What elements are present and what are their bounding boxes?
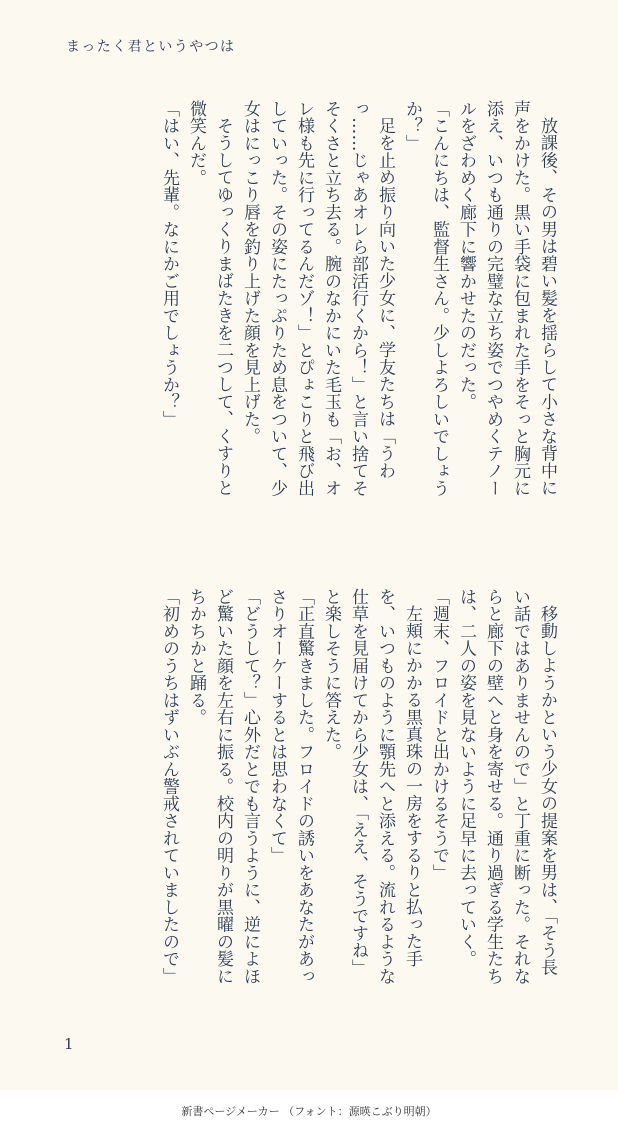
paragraph: 足を止め振り向いた少女に、学友たちは「うわっ……じゃあオレら部活行くから！」と言い捨てそそくさと立ち去る。腕のなかにいた毛玉も「お、オレ様も先に行ってるんだゾ！」とぴょこりと飛び出していった。その姿にたっぷりため息をついて、少女はにっこり唇を釣り上げた顔を見上げた。: [240, 100, 395, 497]
paragraph: そうしてゆっくりまばたきを二つして、くすりと微笑んだ。: [186, 100, 233, 497]
paragraph: 「初めのうちはずいぶん警戒されていましたので」: [159, 588, 179, 985]
lower-text-block: [60, 588, 560, 988]
paragraph: 放課後、その男は碧い髪を揺らして小さな背中に声をかけた。黒い手袋に包まれた手をそっと胸元に添え、いつも通りの完璧な立ち姿でつやめくテノールをざわめく廊下に響かせたのだった。: [456, 100, 557, 497]
paragraph: 移動しようかという少女の提案を男は、「そう長い話ではありませんので」と丁重に断った。それならと廊下の壁へと身を寄せる。通り過ぎる学生たちは、二人の姿を見ないように足早に去っていく。: [456, 588, 557, 985]
page-number: 1: [64, 1035, 74, 1053]
paragraph: 「こんにちは、監督生さん。少しよろしいでしょうか？」: [402, 100, 449, 497]
running-title: まったく君というやつは: [66, 39, 236, 55]
paragraph: 「はい、先輩。なにかご用でしょうか？」: [159, 100, 179, 428]
paragraph: 「週末、フロイドと出かけるそうで」: [429, 588, 449, 882]
paragraph: 左頬にかかる黒真珠の一房をするりと払った手を、いつものように顎先へと添える。流れるような仕草を見届けてから少女は、「ええ、そうですね」と楽しそうに答えた。: [321, 588, 422, 985]
paragraph: 「正直驚きました。フロイドの誘いをあなたがあっさりオーケーするとは思わなくて」: [267, 588, 314, 985]
upper-text-block: [60, 100, 560, 500]
paragraph: 「どうして？」心外だとでも言うように、逆によほど驚いた顔を左右に振る。校内の明りが黒曜の髪にちかちかと踊る。: [186, 588, 260, 985]
footer-credit: 新書ページメーカー （フォント：源暎こぶり明朝）: [181, 1105, 437, 1118]
